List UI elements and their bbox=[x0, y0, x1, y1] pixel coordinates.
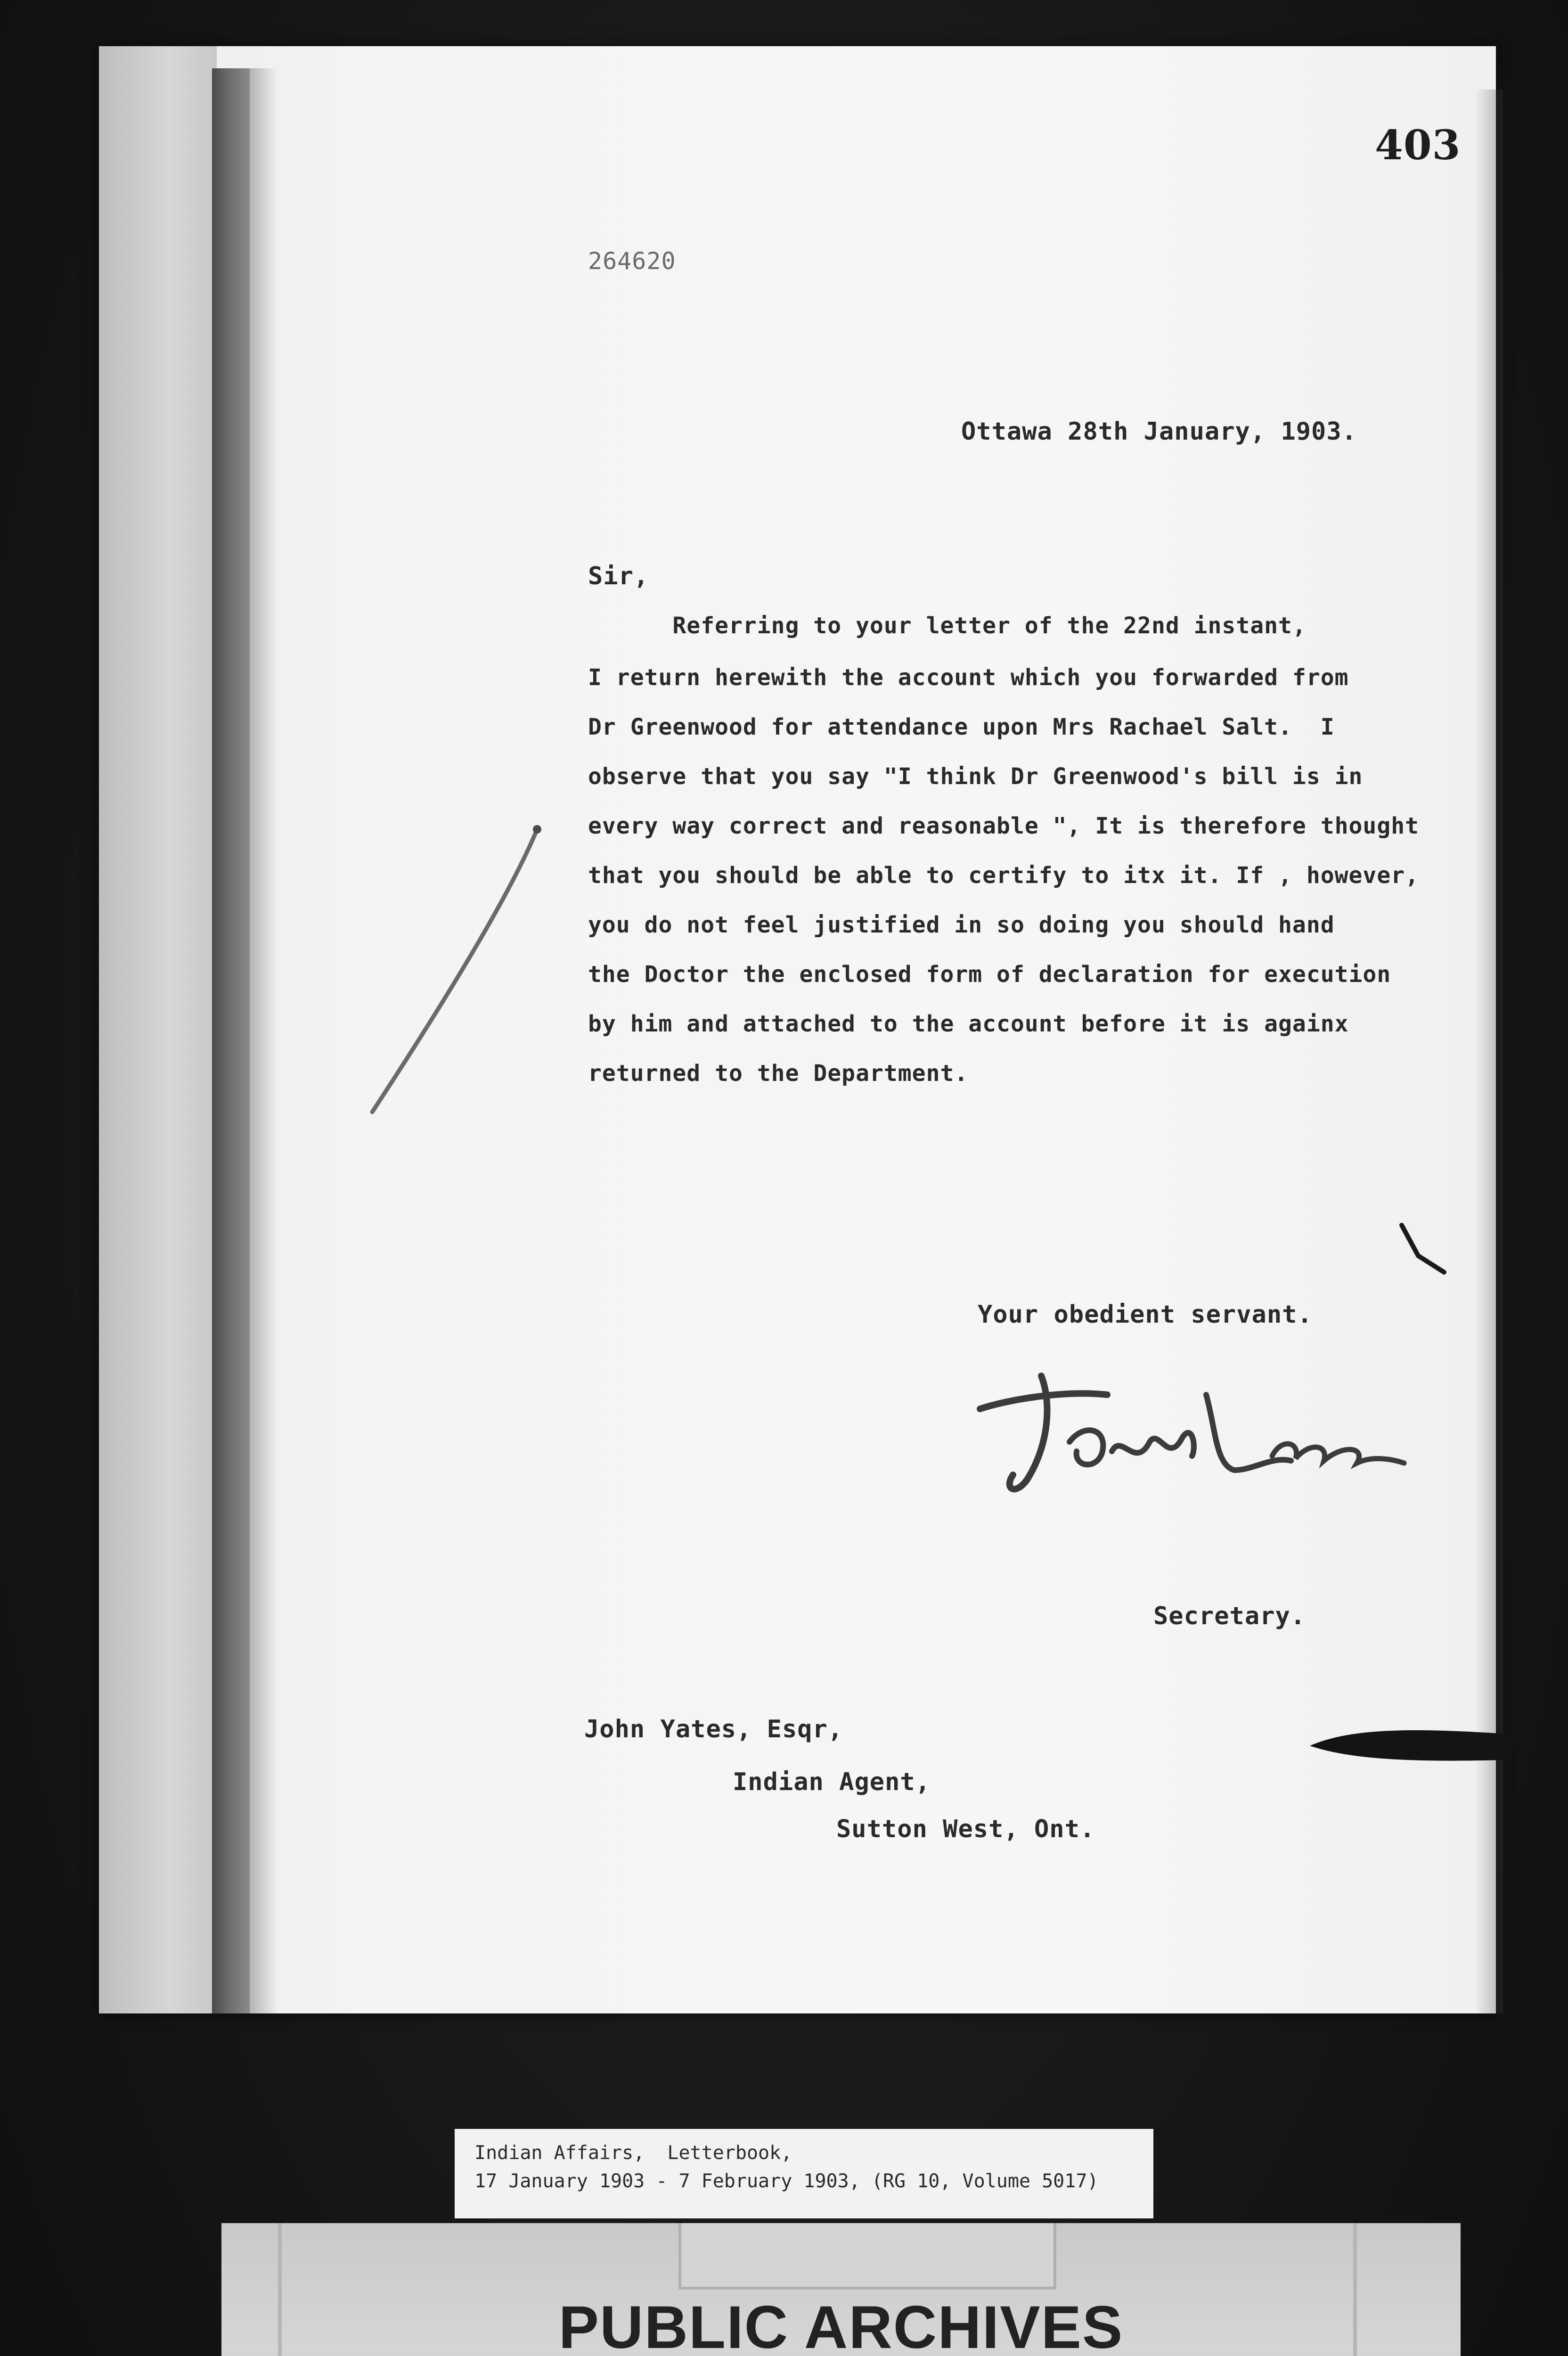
page-number: 403 bbox=[1375, 122, 1461, 169]
body-line: by him and attached to the account before it is againx bbox=[588, 1011, 1349, 1037]
archives-title-english: PUBLIC ARCHIVES bbox=[558, 2294, 1124, 2356]
body-line: every way correct and reasonable ", It is therefore thought bbox=[588, 813, 1420, 839]
catalog-label bbox=[455, 2129, 1153, 2218]
recipient-title: Indian Agent, bbox=[733, 1768, 931, 1796]
signature bbox=[971, 1362, 1413, 1517]
margin-tick-mark bbox=[1397, 1220, 1454, 1286]
body-line: that you should be able to certify to itx it. If , however, bbox=[588, 862, 1420, 889]
catalog-label-line: 17 January 1903 - 7 February 1903, (RG 10, Volume 5017) bbox=[474, 2170, 1099, 2192]
body-line: I return herewith the account which you forwarded from bbox=[588, 664, 1349, 691]
page-binding-left bbox=[99, 46, 217, 2013]
page-gutter bbox=[212, 68, 250, 2013]
recipient-place: Sutton West, Ont. bbox=[836, 1815, 1095, 1843]
closing: Your obedient servant. bbox=[978, 1301, 1313, 1329]
catalog-label-line: Indian Affairs, Letterbook, bbox=[474, 2142, 792, 2164]
salutation: Sir, bbox=[588, 562, 649, 590]
page-clip-point bbox=[1310, 1725, 1508, 1767]
gutter-shadow bbox=[250, 68, 278, 2013]
recipient-name: John Yates, Esqr, bbox=[584, 1715, 843, 1743]
reference-number: 264620 bbox=[588, 247, 676, 275]
body-line: Dr Greenwood for attendance upon Mrs Rachael Salt. I bbox=[588, 714, 1335, 740]
signoff-title: Secretary. bbox=[1153, 1602, 1306, 1630]
body-line: returned to the Department. bbox=[588, 1060, 969, 1087]
archives-card bbox=[221, 2223, 1461, 2356]
body-line: observe that you say "I think Dr Greenwood's bill is in bbox=[588, 763, 1363, 790]
body-line: Referring to your letter of the 22nd instant, bbox=[588, 613, 1307, 639]
body-line: the Doctor the enclosed form of declaration for execution bbox=[588, 961, 1391, 988]
body-line: you do not feel justified in so doing you should hand bbox=[588, 912, 1335, 938]
date-line: Ottawa 28th January, 1903. bbox=[961, 417, 1357, 446]
card-tab bbox=[678, 2223, 1056, 2290]
margin-pen-stroke bbox=[358, 820, 556, 1126]
